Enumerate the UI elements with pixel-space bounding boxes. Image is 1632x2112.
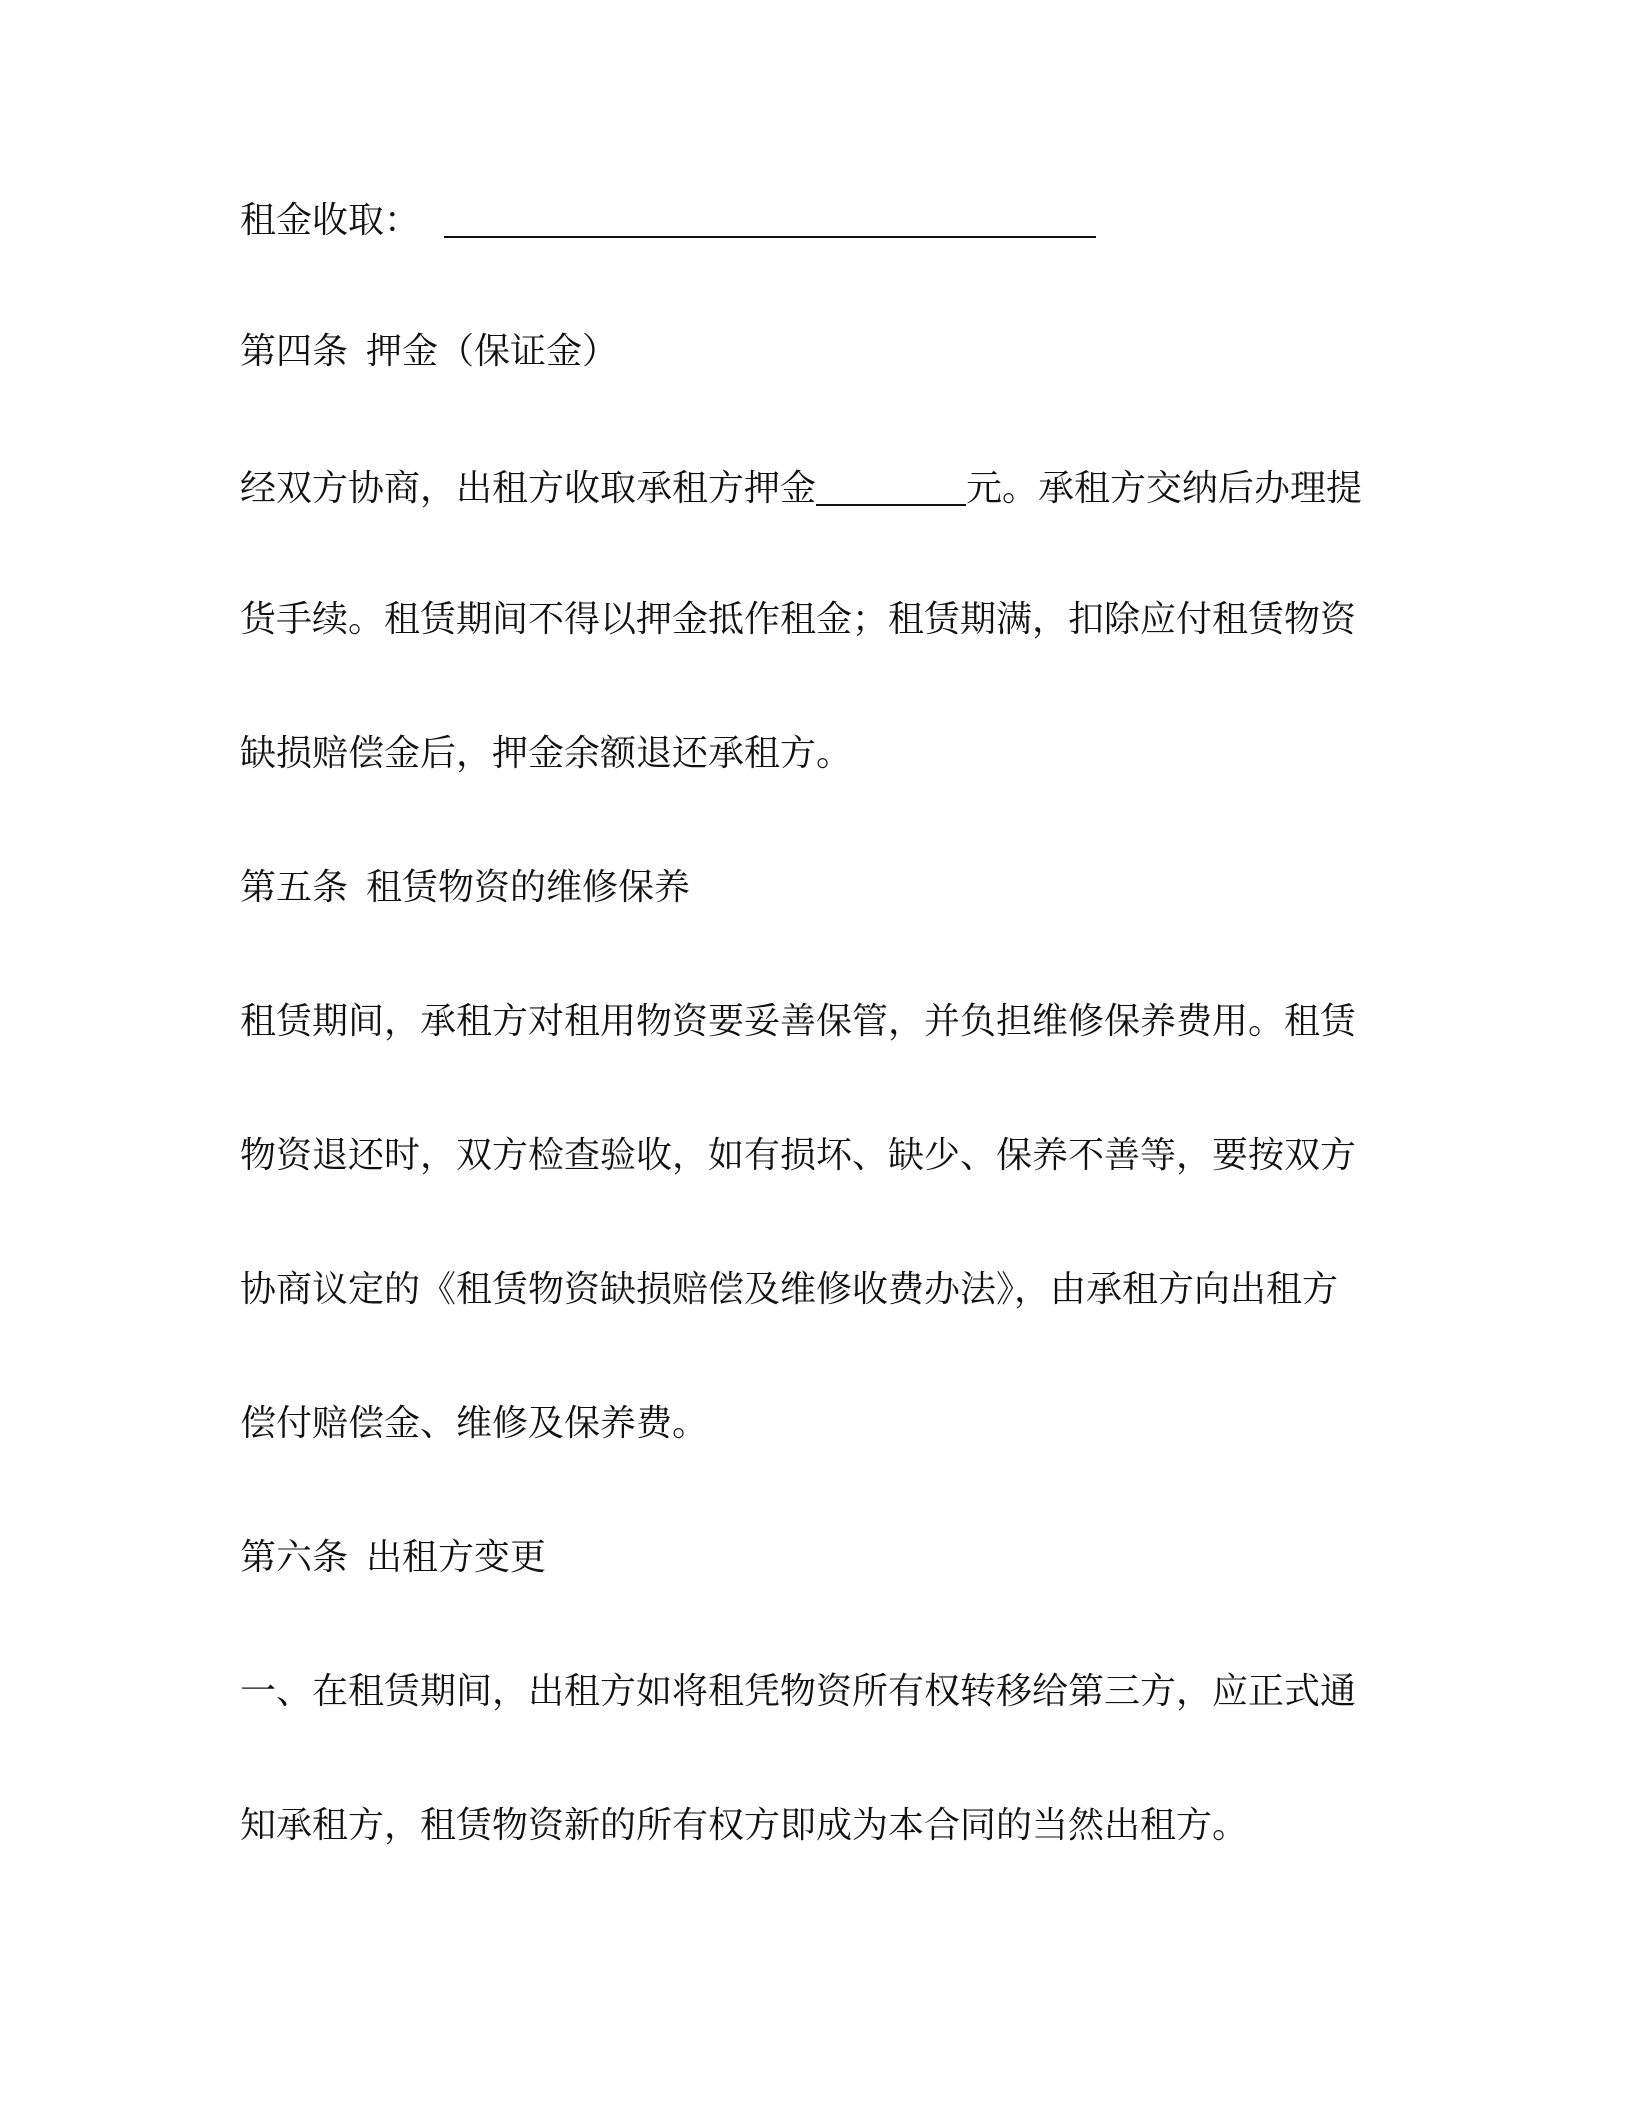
deposit-amount-blank bbox=[816, 464, 966, 506]
article4-number: 第四条 bbox=[240, 331, 349, 372]
article4-line1-before: 经双方协商，出租方收取承租方押金 bbox=[240, 468, 817, 509]
article4-paragraph-line3: 缺损赔偿金后，押金余额退还承租方。 bbox=[240, 733, 853, 774]
article4-line1-after: 元。承租方交纳后办理提 bbox=[966, 468, 1363, 509]
article6-paragraph-line1: 一、在租赁期间，出租方如将租凭物资所有权转移给第三方，应正式通 bbox=[240, 1671, 1357, 1712]
article5-heading bbox=[240, 860, 690, 916]
rent-collection-label: 租金收取： bbox=[240, 200, 421, 241]
article5-title: 租赁物资的维修保养 bbox=[366, 867, 691, 908]
article5-number: 第五条 bbox=[240, 867, 349, 908]
rent-collection-line bbox=[240, 190, 1096, 246]
article6-number: 第六条 bbox=[240, 1537, 349, 1578]
article4-title: 押金（保证金） bbox=[366, 331, 619, 372]
article4-paragraph-line2: 货手续。租赁期间不得以押金抵作租金；租赁期满，扣除应付租赁物资 bbox=[240, 599, 1357, 640]
article4-paragraph-line1 bbox=[240, 458, 1362, 514]
article6-heading bbox=[240, 1530, 546, 1586]
article5-paragraph-line3: 协商议定的《租赁物资缺损赔偿及维修收费办法》，由承租方向出租方 bbox=[240, 1269, 1339, 1310]
article4-heading bbox=[240, 324, 618, 380]
article5-paragraph-line1: 租赁期间，承租方对租用物资要妥善保管，并负担维修保养费用。租赁 bbox=[240, 1001, 1357, 1042]
article5-paragraph-line4: 偿付赔偿金、维修及保养费。 bbox=[240, 1403, 709, 1444]
article6-paragraph-line2: 知承租方，租赁物资新的所有权方即成为本合同的当然出租方。 bbox=[240, 1805, 1249, 1846]
rent-collection-blank bbox=[444, 196, 1096, 238]
article5-paragraph-line2: 物资退还时，双方检查验收，如有损坏、缺少、保养不善等，要按双方 bbox=[240, 1135, 1357, 1176]
article6-title: 出租方变更 bbox=[366, 1537, 547, 1578]
